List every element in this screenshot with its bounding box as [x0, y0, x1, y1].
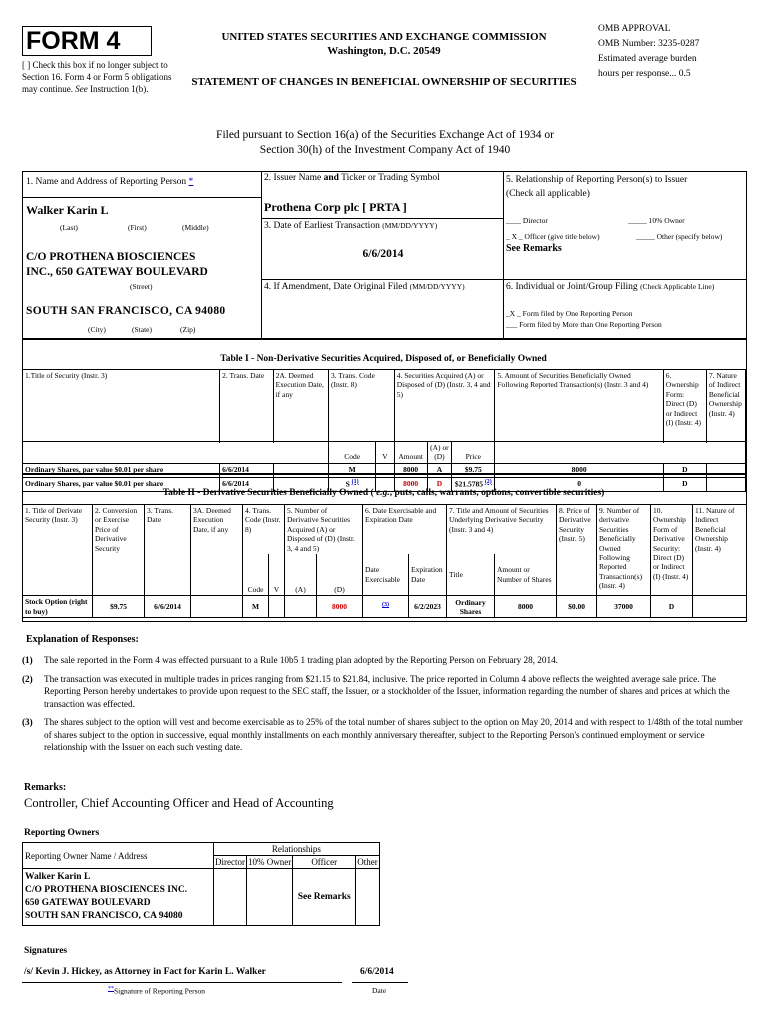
t1-h-date: 2. Trans. Date — [220, 370, 273, 442]
remarks-text: Controller, Chief Accounting Officer and Head of Accounting — [24, 796, 334, 810]
box1-mark[interactable]: * — [188, 177, 194, 187]
owner-name-address: Walker Karin L C/O PROTHENA BIOSCIENCES INC. 650 GATEWAY BOULEVARD SOUTH SAN FRANCISCO, CA 94080 — [23, 869, 214, 926]
table2-row: Stock Option (right to buy) $9.75 6/6/2014 M 8000 $^{(3)}$ 6/2/2023 Ordinary Shares 8000 $0.00 37000 D — [23, 596, 747, 618]
signature-label: **Signature of Reporting Person — [108, 986, 206, 996]
relationship-officer: _ X _ Officer (give title below) — [506, 232, 600, 241]
t2-h-nature: 11. Nature of Indirect Beneficial Ownership (Instr. 4) — [693, 505, 747, 596]
t1-h-code: 3. Trans. Code (Instr. 8) — [329, 370, 395, 442]
t1-sub-code: Code — [329, 442, 376, 464]
omb-approval: OMB APPROVAL — [598, 24, 671, 34]
t2-h-number: 5. Number of Derivative Securities Acquired (A) or Disposed of (D) (Instr. 3, 4 and 5) — [285, 505, 363, 554]
relationship-director: ____ Director — [506, 216, 548, 225]
t2-h-exercisable: 6. Date Exercisable and Expiration Date — [363, 505, 447, 554]
instruction-text: Instruction 1(b). — [90, 84, 149, 94]
reporting-city-line: SOUTH SAN FRANCISCO, CA 94080 — [26, 305, 226, 317]
signature-date: 6/6/2014 — [360, 967, 394, 977]
earliest-transaction-date: 6/6/2014 — [362, 248, 404, 260]
owners-col-other: Other — [357, 857, 378, 867]
t1-h-deemed: 2A. Deemed Execution Date, if any — [273, 370, 328, 442]
table1-row: Ordinary Shares, par value $0.01 per share 6/6/2014 S $^{(1)}$ 8000 D $21.5785 $^{(2)}$ 0 D — [23, 477, 746, 491]
t1-h-nature: 7. Nature of Indirect Beneficial Ownership (Instr. 4) — [706, 370, 745, 442]
see-text: See — [75, 84, 88, 94]
agency-title — [178, 30, 590, 58]
date-label: Date — [372, 986, 387, 995]
reporting-person-name: Walker Karin L — [26, 203, 109, 217]
reporting-owners-heading: Reporting Owners — [24, 828, 100, 838]
issuer-name: Prothena Corp plc [ PRTA ] — [264, 200, 407, 214]
owners-col-relationships: Relationships — [214, 843, 380, 856]
t2-h-conv: 2. Conversion or Exercise Price of Derivative Security — [93, 505, 145, 596]
t2-sub-exp: Expiration Date — [409, 554, 447, 596]
table2-title: Table II - Derivative Securities Beneficially Owned ( e.g., puts, calls, warrants, options, convertible securities) — [162, 488, 605, 498]
filing-one-person: _X _ Form filed by One Reporting Person — [506, 309, 633, 318]
explanation-item: (2) The transaction was executed in multiple trades in prices ranging from $21.15 to $21.84, inclusive. The price reported in Column 4 above reflects the weighted average sale price. The Reporting Person hereby undertakes to provide upon request to the SEC staff, the Issuer, or a stockholder of the Issuer, information regarding the number of shares and prices at which the transaction was effected. — [22, 673, 730, 709]
owners-col-officer: Officer — [293, 856, 356, 869]
explanation-item: (1) The sale reported in the Form 4 was effected pursuant to a Rule 10b5 1 trading plan adopted by the Reporting Person on February 28, 2014. — [22, 655, 558, 665]
box5-label: 5. Relationship of Reporting Person(s) to Issuer (Check all applicable) — [506, 175, 688, 199]
owners-col-director: Director — [215, 857, 245, 867]
owner-officer-value: See Remarks — [293, 869, 356, 926]
t2-sub-v: V — [269, 554, 285, 596]
reporting-owners-table — [22, 842, 380, 926]
t1-h-owned: 5. Amount of Securities Beneficially Owned Following Reported Transaction(s) (Instr. 3 and 4) — [495, 370, 663, 442]
filed-pursuant-line1: Filed pursuant to Section 16(a) of the Securities Exchange Act of 1934 or — [216, 129, 554, 141]
box6-label: 6. Individual or Joint/Group Filing (Check Applicable Line) — [506, 282, 715, 292]
filed-pursuant — [140, 128, 630, 158]
t2-h-underlying: 7. Title and Amount of Securities Underlying Derivative Security (Instr. 3 and 4) — [447, 505, 557, 554]
signature-mark[interactable]: ** — [108, 986, 114, 992]
t1-sub-price: Price — [452, 442, 495, 464]
hline-box2 — [261, 218, 504, 219]
t2-h-form: 10. Ownership Form of Derivative Security: Direct (D) or Indirect (I) (Instr. 4) — [651, 505, 693, 596]
officer-title: See Remarks — [506, 243, 562, 254]
t1-sub-v: V — [376, 442, 394, 464]
relationship-other: _____ Other (specify below) — [636, 232, 723, 241]
table1-title: Table I - Non-Derivative Securities Acquired, Disposed of, or Beneficially Owned — [220, 354, 547, 364]
relationship-ten-pct: _____ 10% Owner — [628, 216, 685, 225]
statement-title: STATEMENT OF CHANGES IN BENEFICIAL OWNERSHIP OF SECURITIES — [191, 76, 577, 88]
checkbox-notice — [22, 59, 172, 95]
t1-sub-amount: Amount — [394, 442, 427, 464]
form-title: FORM 4 — [26, 27, 121, 55]
signatures-heading: Signatures — [24, 946, 68, 956]
agency-name: UNITED STATES SECURITIES AND EXCHANGE COMMISSION — [221, 31, 547, 43]
omb-hours: hours per response... 0.5 — [598, 69, 691, 79]
omb-box — [598, 22, 758, 82]
explanation-item: (3) The shares subject to the option will vest and become exercisable as to 25% of the total number of shares subject to the option on May 20, 2014 and with respect to 1/48th of the total number of shares subject to the option in successive, equal monthly installments on each monthly anniversary thereafter, subject to the Reporting Person's continued employment or service relationship with the Issuer on each such vesting date. — [22, 717, 743, 752]
t2-h-title: 1. Title of Derivate Security (Instr. 3) — [23, 505, 93, 596]
signature-rule — [22, 982, 342, 983]
box3-label: 3. Date of Earliest Transaction (MM/DD/YYYY) — [264, 221, 438, 231]
hline-box1 — [22, 197, 262, 198]
owners-col-name: Reporting Owner Name / Address — [23, 843, 214, 869]
t1-h-title: 1.Title of Security (Instr. 3) — [23, 370, 220, 442]
box2-label: 2. Issuer Name and Ticker or Trading Symbol — [264, 173, 440, 183]
t2-h-code: 4. Trans. Code (Instr. 8) — [243, 505, 285, 554]
table1-row: Ordinary Shares, par value $0.01 per share 6/6/2014 M 8000 A $9.75 8000 D — [23, 463, 746, 477]
t2-sub-a: (A) — [285, 554, 317, 596]
explanation-heading: Explanation of Responses: — [26, 634, 139, 645]
box4-label: 4. If Amendment, Date Original Filed (MM/DD/YYYY) — [264, 282, 465, 292]
hline-box3 — [261, 279, 746, 280]
t2-sub-exer: Date Exercisable — [363, 554, 409, 596]
t1-h-acquired: 4. Securities Acquired (A) or Disposed of (D) (Instr. 3, 4 and 5) — [394, 370, 495, 442]
filing-more-persons: ___ Form filed by More than One Reporting Person — [506, 320, 662, 329]
t2-sub-code: Code — [243, 554, 269, 596]
omb-number: OMB Number: 3235-0287 — [598, 39, 700, 49]
box1-label: 1. Name and Address of Reporting Person * — [26, 177, 194, 187]
footnote-2-link[interactable]: (2) — [484, 478, 492, 485]
street-label: (Street) — [130, 282, 153, 291]
date-rule — [352, 982, 408, 983]
t1-h-form: 6. Ownership Form: Direct (D) or Indirect (I) (Instr. 4) — [663, 370, 706, 442]
t2-sub-amount: Amount or Number of Shares — [495, 554, 557, 596]
table2 — [22, 504, 747, 618]
agency-location: Washington, D.C. 20549 — [327, 45, 441, 57]
footnote-1-link[interactable]: (1) — [351, 478, 359, 485]
explanation-list — [22, 654, 744, 754]
footnote-3-link[interactable]: (3) — [382, 601, 389, 608]
omb-burden: Estimated average burden — [598, 54, 697, 64]
t2-h-date: 3. Trans. Date — [145, 505, 191, 596]
t2-sub-d: (D) — [317, 554, 363, 596]
owners-col-ten: 10% Owner — [247, 857, 292, 867]
t2-sub-title: Title — [447, 554, 495, 596]
checkbox-text: [ ] Check this box if no longer subject to Section 16. Form 4 or Form 5 obligations may continue. — [22, 60, 172, 94]
form-title-box — [22, 26, 152, 56]
t2-h-owned: 9. Number of derivative Securities Beneficially Owned Following Reported Transaction(s) (Instr. 4) — [597, 505, 651, 596]
t2-h-deemed: 3A. Deemed Execution Date, if any — [191, 505, 243, 596]
filed-pursuant-line2: Section 30(h) of the Investment Company Act of 1940 — [259, 144, 511, 156]
signature-text: /s/ Kevin J. Hickey, as Attorney in Fact for Karin L. Walker — [24, 967, 266, 977]
reporting-address: C/O PROTHENA BIOSCIENCES INC., 650 GATEWAY BOULEVARD — [26, 251, 208, 278]
t1-sub-aord: (A) or (D) — [427, 442, 452, 464]
remarks-heading: Remarks: — [24, 782, 67, 793]
t2-h-price: 8. Price of Derivative Security (Instr. 5) — [557, 505, 597, 596]
